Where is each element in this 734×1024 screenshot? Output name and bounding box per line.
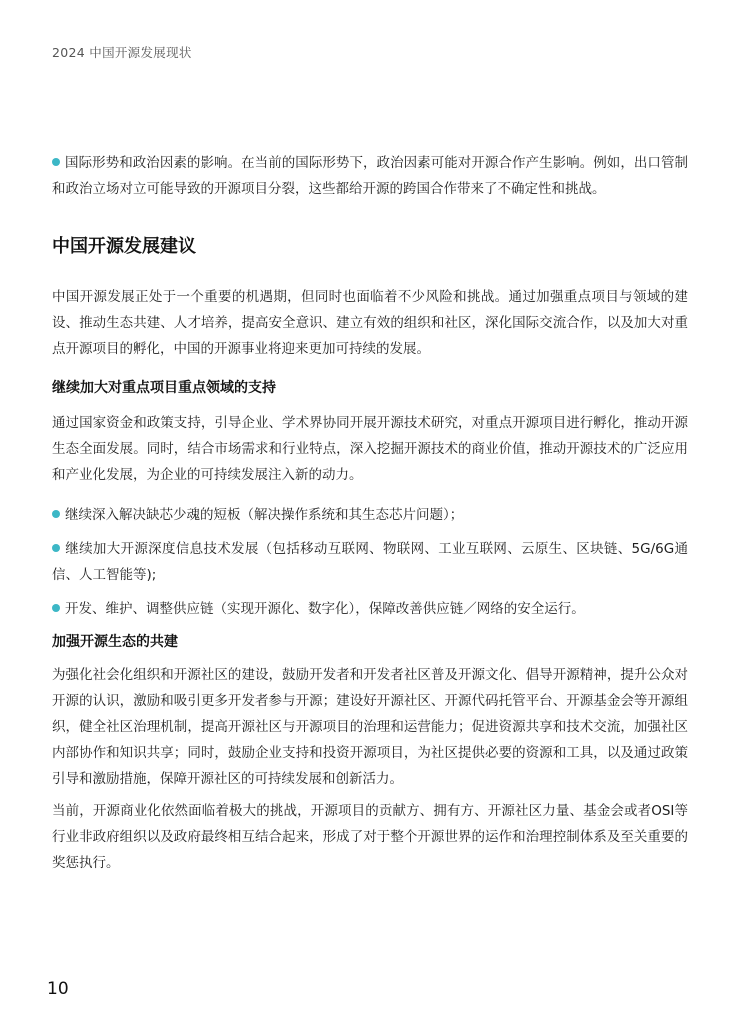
running-header: 2024 中国开源发展现状 bbox=[52, 45, 192, 60]
bullet-international-politics bbox=[52, 150, 688, 202]
bullet-dot-icon bbox=[52, 544, 60, 552]
intro-paragraph: 中国开源发展正处于一个重要的机遇期，但同时也面临着不少风险和挑战。通过加强重点项目与领域的建设、推动生态共建、人才培养，提高安全意识、建立有效的组织和社区，深化国际交流合作，以及加大对重点开源项目的孵化，中国的开源事业将迎来更加可持续的发展。 bbox=[52, 289, 688, 357]
page-number: 10 bbox=[47, 979, 69, 999]
bullet-text: 开发、维护、调整供应链（实现开源化、数字化），保障改善供应链／网络的安全运行。 bbox=[65, 601, 585, 617]
section-title: 中国开源发展建议 bbox=[52, 236, 196, 257]
bullet-dot-icon bbox=[52, 604, 60, 612]
bullet-supply-chain bbox=[52, 596, 688, 622]
bullet-dot-icon bbox=[52, 158, 60, 166]
bullet-text: 国际形势和政治因素的影响。在当前的国际形势下，政治因素可能对开源合作产生影响。例如，出口管制和政治立场对立可能导致的开源项目分裂，这些都给开源的跨国合作带来了不确定性和挑战。 bbox=[52, 155, 688, 197]
bullet-text: 继续加大开源深度信息技术发展（包括移动互联网、物联网、工业互联网、云原生、区块链、5G/6G通信、人工智能等); bbox=[52, 541, 688, 583]
bullet-dot-icon bbox=[52, 510, 60, 518]
support-paragraph: 通过国家资金和政策支持，引导企业、学术界协同开展开源技术研究，对重点开源项目进行孵化，推动开源生态全面发展。同时，结合市场需求和行业特点，深入挖掘开源技术的商业价值，推动开源技术的广泛应用和产业化发展，为企业的可持续发展注入新的动力。 bbox=[52, 415, 688, 483]
ecosystem-paragraph-1: 为强化社会化组织和开源社区的建设，鼓励开发者和开发者社区普及开源文化、倡导开源精神，提升公众对开源的认识，激励和吸引更多开发者参与开源；建设好开源社区、开源代码托管平台、开源基金会等开源组织，健全社区治理机制，提高开源社区与开源项目的治理和运营能力；促进资源共享和技术交流，加强社区内部协作和知识共享；同时，鼓励企业支持和投资开源项目，为社区提供必要的资源和工具，以及通过政策引导和激励措施，保障开源社区的可持续发展和创新活力。 bbox=[52, 667, 688, 787]
subsection-title-support: 继续加大对重点项目重点领域的支持 bbox=[52, 380, 276, 396]
bullet-text: 继续深入解决缺芯少魂的短板（解决操作系统和其生态芯片问题）； bbox=[65, 507, 464, 523]
bullet-chip-soul bbox=[52, 502, 688, 528]
subsection-title-ecosystem: 加强开源生态的共建 bbox=[52, 634, 178, 650]
page-content bbox=[52, 150, 688, 876]
bullet-it-development bbox=[52, 536, 688, 588]
ecosystem-paragraph-2: 当前，开源商业化依然面临着极大的挑战，开源项目的贡献方、拥有方、开源社区力量、基金会或者OSI等行业非政府组织以及政府最终相互结合起来，形成了对于整个开源世界的运作和治理控制体系及至关重要的奖惩执行。 bbox=[52, 803, 688, 871]
